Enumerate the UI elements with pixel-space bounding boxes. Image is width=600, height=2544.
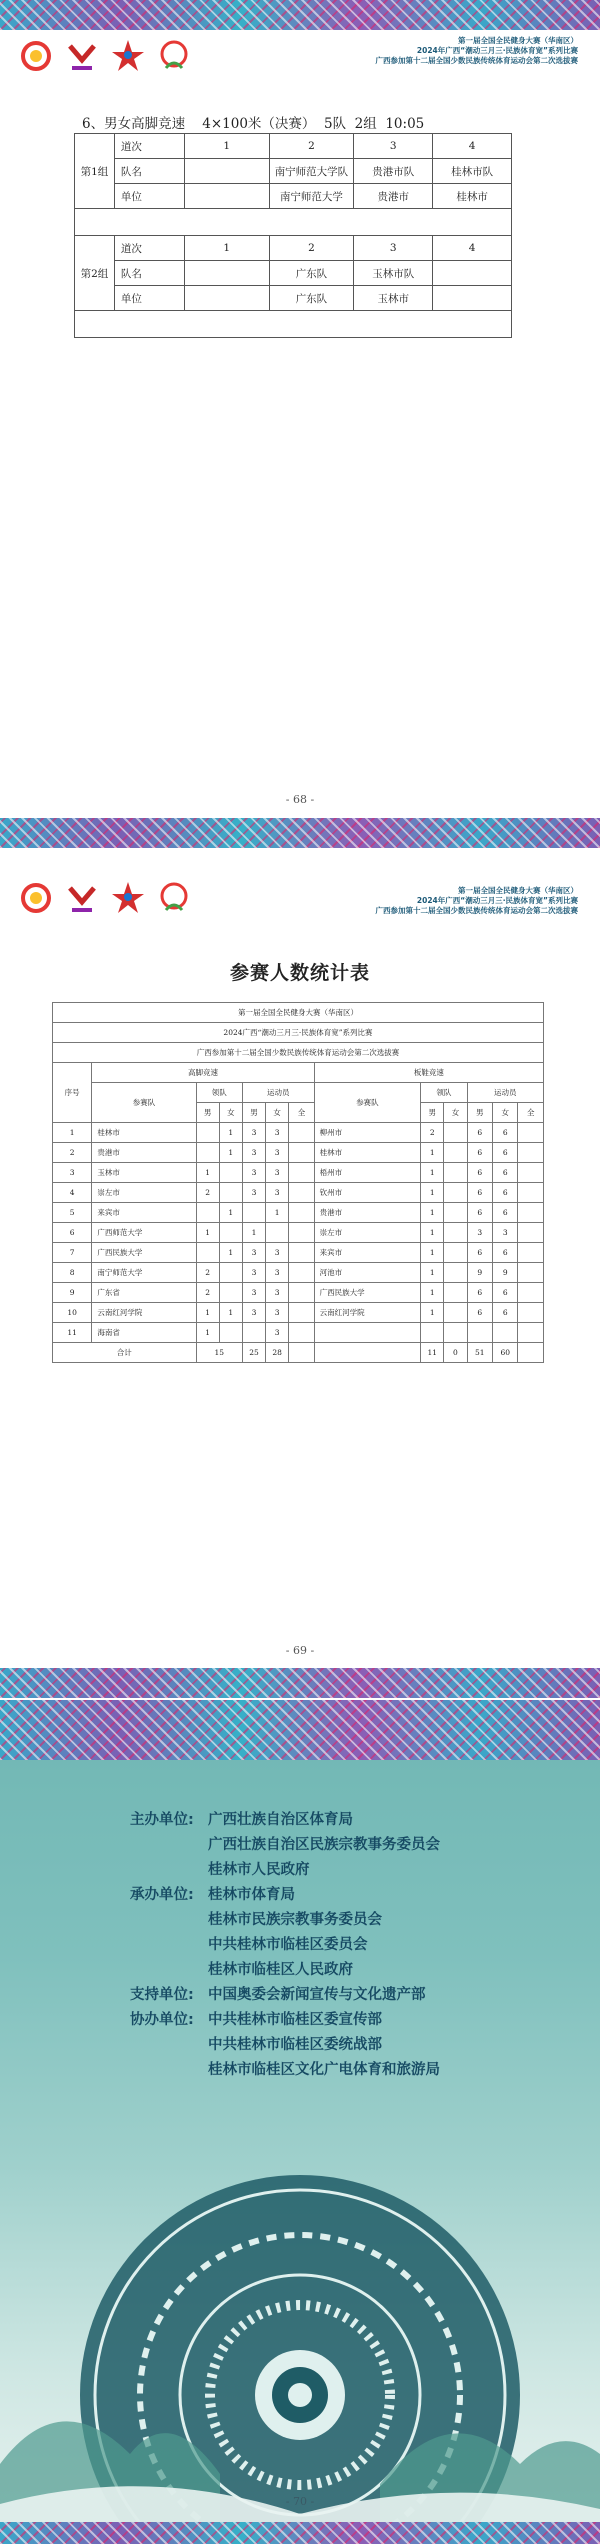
table-cell <box>196 1143 219 1163</box>
table-row <box>75 286 512 311</box>
table-cell: 3 <box>266 1123 289 1143</box>
col-female: 女 <box>266 1103 289 1123</box>
organizer-name: 中国奥委会新闻宣传与文化遗产部 <box>208 1987 426 2003</box>
organizer-role <box>130 2033 208 2058</box>
table-cell <box>289 1143 314 1163</box>
table-cell: 2 <box>269 236 354 261</box>
table-cell: 6 <box>492 1243 517 1263</box>
table-cell: 桂林市队 <box>433 159 512 184</box>
guangxi-sport-logo <box>18 38 54 74</box>
table-cell: 3 <box>266 1323 289 1343</box>
table-cell <box>289 1163 314 1183</box>
table-cell: 1 <box>421 1163 444 1183</box>
table-cell: 51 <box>467 1343 492 1363</box>
table-spacer-row <box>75 209 512 236</box>
table-cell <box>196 1203 219 1223</box>
table-cell: 2 <box>196 1263 219 1283</box>
header-line-2: 2024年广西“潮动三月三·民族体育宽”系列比赛 <box>416 46 578 55</box>
table-cell: 7 <box>53 1243 92 1263</box>
organizer-name: 桂林市临桂区人民政府 <box>208 1962 353 1978</box>
table-cell <box>219 1323 242 1343</box>
table-cell: 南宁师范大学 <box>92 1263 196 1283</box>
page-number: - 68 - <box>285 793 315 806</box>
group-name: 第1组 <box>75 134 115 209</box>
table-row <box>53 1323 544 1343</box>
table-cell: 28 <box>266 1343 289 1363</box>
table-cell: 9 <box>53 1283 92 1303</box>
table-cell <box>518 1263 544 1283</box>
table-cell: 2 <box>53 1143 92 1163</box>
table-cell: 3 <box>266 1143 289 1163</box>
decorative-pattern-band <box>0 2522 600 2544</box>
table-cell <box>289 1203 314 1223</box>
organizer-name: 广西壮族自治区民族宗教事务委员会 <box>208 1837 440 1853</box>
table-cell: 贵港市 <box>354 184 433 209</box>
header-line-1: 第一届全国全民健身大赛（华南区） <box>458 886 578 895</box>
table-cell: 3 <box>242 1303 265 1323</box>
table-row <box>53 1123 544 1143</box>
table-cell: 6 <box>467 1203 492 1223</box>
stats-table-title: 参赛人数统计表 <box>229 962 370 984</box>
col-team-left: 参赛队 <box>92 1083 196 1123</box>
table-cell: 6 <box>53 1223 92 1243</box>
organizer-role <box>130 2058 208 2083</box>
total-label: 合计 <box>53 1343 197 1363</box>
table-cell <box>289 1123 314 1143</box>
table-cell <box>314 1323 421 1343</box>
table-cell <box>518 1223 544 1243</box>
header-logos <box>18 38 208 78</box>
col-female: 女 <box>492 1103 517 1123</box>
organizer-name: 桂林市临桂区文化广电体育和旅游局 <box>208 2062 440 2078</box>
table-cell: 广东队 <box>269 261 354 286</box>
col-total: 全 <box>518 1103 544 1123</box>
table-cell: 1 <box>421 1143 444 1163</box>
col-male: 男 <box>467 1103 492 1123</box>
col-leader-left: 领队 <box>196 1083 242 1103</box>
organizer-row <box>130 1833 550 1858</box>
table-cell: 1 <box>421 1183 444 1203</box>
table-cell <box>444 1283 467 1303</box>
decorative-pattern-band <box>0 818 600 848</box>
table-cell <box>184 286 269 311</box>
col-female: 女 <box>444 1103 467 1123</box>
table-cell: 桂林市 <box>92 1123 196 1143</box>
table-cell <box>444 1183 467 1203</box>
organizer-name: 中共桂林市临桂区委统战部 <box>208 2037 382 2053</box>
table-cell: 15 <box>196 1343 242 1363</box>
table-cell <box>433 286 512 311</box>
table-cell: 玉林市队 <box>354 261 433 286</box>
table-heading-2: 2024广西“潮动三月三·民族体育宽”系列比赛 <box>53 1023 544 1043</box>
table-cell <box>421 1323 444 1343</box>
table-cell <box>518 1163 544 1183</box>
organizer-role: 支持单位: <box>130 1987 194 2003</box>
pure-gx-logo <box>64 880 100 916</box>
table-cell: 9 <box>467 1263 492 1283</box>
table-cell: 1 <box>266 1203 289 1223</box>
organizer-name: 桂林市民族宗教事务委员会 <box>208 1912 382 1928</box>
col-athletes-right: 运动员 <box>467 1083 543 1103</box>
table-cell: 云南红河学院 <box>92 1303 196 1323</box>
table-cell <box>444 1203 467 1223</box>
table-cell: 3 <box>354 236 433 261</box>
table-cell: 6 <box>492 1183 517 1203</box>
table-cell <box>289 1323 314 1343</box>
row-label: 道次 <box>114 236 184 261</box>
table-cell: 6 <box>492 1303 517 1323</box>
table-cell: 海南省 <box>92 1323 196 1343</box>
table-cell <box>242 1323 265 1343</box>
table-cell <box>289 1243 314 1263</box>
decorative-pattern-band <box>0 1700 600 1760</box>
organizer-name: 桂林市体育局 <box>208 1887 295 1903</box>
table-cell: 1 <box>421 1203 444 1223</box>
table-cell <box>444 1323 467 1343</box>
organizer-role <box>130 1908 208 1933</box>
table-cell: 桂林市 <box>433 184 512 209</box>
table-cell <box>289 1343 314 1363</box>
table-cell: 6 <box>467 1303 492 1323</box>
table-cell: 广西民族大学 <box>92 1243 196 1263</box>
table-cell: 1 <box>219 1243 242 1263</box>
table-cell <box>444 1303 467 1323</box>
table-row <box>53 1283 544 1303</box>
table-cell: 25 <box>242 1343 265 1363</box>
table-cell: 2 <box>196 1283 219 1303</box>
table-cell: 6 <box>492 1283 517 1303</box>
header-line-3: 广西参加第十二届全国少数民族传统体育运动会第二次选拔赛 <box>375 56 578 65</box>
organizer-role <box>130 1933 208 1958</box>
table-heading-1: 第一届全国全民健身大赛（华南区） <box>53 1003 544 1023</box>
table-cell <box>196 1123 219 1143</box>
organizer-role: 主办单位: <box>130 1812 194 1828</box>
table-row <box>53 1223 544 1243</box>
organizer-row <box>130 1958 550 1983</box>
header-title-block <box>328 36 578 66</box>
organizer-role <box>130 1858 208 1883</box>
table-cell <box>444 1243 467 1263</box>
table-cell: 6 <box>467 1183 492 1203</box>
page-70-back-cover <box>0 1700 600 2544</box>
sanyuesan-logo <box>156 880 192 916</box>
table-cell <box>219 1163 242 1183</box>
table-cell: 1 <box>219 1123 242 1143</box>
table-cell <box>219 1223 242 1243</box>
page-number: - 70 - <box>285 2495 315 2508</box>
table-cell: 4 <box>433 134 512 159</box>
page-number: - 69 - <box>285 1644 315 1657</box>
table-cell: 2 <box>269 134 354 159</box>
table-cell: 来宾市 <box>314 1243 421 1263</box>
organizer-name: 中共桂林市临桂区委员会 <box>208 1937 368 1953</box>
table-cell <box>518 1123 544 1143</box>
table-cell: 3 <box>266 1303 289 1323</box>
table-cell: 3 <box>354 134 433 159</box>
table-cell: 1 <box>184 236 269 261</box>
table-cell: 河池市 <box>314 1263 421 1283</box>
header-title-block <box>328 886 578 916</box>
table-cell: 2 <box>196 1183 219 1203</box>
organizer-name: 广西壮族自治区体育局 <box>208 1812 353 1828</box>
table-cell: 6 <box>467 1123 492 1143</box>
organizer-row <box>130 2008 550 2033</box>
table-row <box>53 1183 544 1203</box>
table-cell: 1 <box>421 1243 444 1263</box>
header-line-2: 2024年广西“潮动三月三·民族体育宽”系列比赛 <box>416 896 578 905</box>
table-cell: 1 <box>184 134 269 159</box>
table-cell: 广东省 <box>92 1283 196 1303</box>
table-cell: 3 <box>242 1283 265 1303</box>
table-row <box>53 1263 544 1283</box>
organizer-row <box>130 2058 550 2083</box>
table-heading-3: 广西参加第十二届全国少数民族传统体育运动会第二次选拔赛 <box>53 1043 544 1063</box>
table-row <box>53 1163 544 1183</box>
pure-gx-logo <box>64 38 100 74</box>
table-row <box>75 261 512 286</box>
table-row <box>75 159 512 184</box>
table-cell: 2 <box>421 1123 444 1143</box>
col-athletes-left: 运动员 <box>242 1083 314 1103</box>
table-cell: 3 <box>53 1163 92 1183</box>
table-cell: 11 <box>421 1343 444 1363</box>
table-cell <box>314 1343 421 1363</box>
event-title: 6、男女高脚竞速 4×100米（决赛） 5队 2组 10:05 <box>82 116 425 132</box>
col-seq: 序号 <box>53 1063 92 1123</box>
table-cell: 0 <box>444 1343 467 1363</box>
table-cell: 3 <box>242 1183 265 1203</box>
table-cell: 崇左市 <box>92 1183 196 1203</box>
table-cell <box>433 261 512 286</box>
table-cell: 3 <box>242 1243 265 1263</box>
table-cell: 贵港市 <box>92 1143 196 1163</box>
table-spacer-row <box>75 311 512 338</box>
table-cell: 来宾市 <box>92 1203 196 1223</box>
table-cell <box>444 1123 467 1143</box>
row-label: 队名 <box>114 261 184 286</box>
table-cell: 1 <box>242 1223 265 1243</box>
organizer-row <box>130 2033 550 2058</box>
table-cell: 3 <box>266 1263 289 1283</box>
table-cell: 广西师范大学 <box>92 1223 196 1243</box>
table-cell <box>184 184 269 209</box>
stats-body <box>53 1123 544 1343</box>
table-cell <box>184 261 269 286</box>
table-cell <box>518 1183 544 1203</box>
table-cell <box>518 1283 544 1303</box>
page-68 <box>0 0 600 848</box>
organizer-role <box>130 1833 208 1858</box>
section-right: 板鞋竞速 <box>314 1063 543 1083</box>
organizer-name: 中共桂林市临桂区委宣传部 <box>208 2012 382 2028</box>
organizer-row <box>130 1858 550 1883</box>
organizer-list <box>130 1808 550 2083</box>
row-label: 单位 <box>114 184 184 209</box>
table-cell: 3 <box>242 1123 265 1143</box>
table-cell <box>518 1343 544 1363</box>
decorative-pattern-band <box>0 1668 600 1698</box>
table-cell: 3 <box>266 1283 289 1303</box>
table-cell: 1 <box>421 1223 444 1243</box>
table-cell: 贵港市 <box>314 1203 421 1223</box>
table-cell <box>518 1203 544 1223</box>
organizer-role: 协办单位: <box>130 2012 194 2028</box>
table-row <box>75 134 512 159</box>
table-cell: 1 <box>219 1303 242 1323</box>
table-cell: 贵港市队 <box>354 159 433 184</box>
row-label: 道次 <box>114 134 184 159</box>
section-left: 高脚竞速 <box>92 1063 314 1083</box>
table-cell <box>289 1283 314 1303</box>
table-cell: 4 <box>433 236 512 261</box>
table-cell <box>289 1183 314 1203</box>
china-sports-lottery-logo <box>110 38 146 74</box>
table-row <box>53 1143 544 1163</box>
table-cell: 南宁师范大学队 <box>269 159 354 184</box>
total-row <box>53 1343 544 1363</box>
china-sports-lottery-logo <box>110 880 146 916</box>
table-cell <box>289 1223 314 1243</box>
col-male: 男 <box>421 1103 444 1123</box>
organizer-role: 承办单位: <box>130 1887 194 1903</box>
row-label: 单位 <box>114 286 184 311</box>
table-cell <box>242 1203 265 1223</box>
table-cell: 梧州市 <box>314 1163 421 1183</box>
table-cell: 南宁师范大学 <box>269 184 354 209</box>
table-cell: 4 <box>53 1183 92 1203</box>
table-cell: 1 <box>219 1143 242 1163</box>
table-cell: 6 <box>492 1143 517 1163</box>
table-cell: 6 <box>467 1163 492 1183</box>
table-cell: 6 <box>467 1143 492 1163</box>
table-cell: 玉林市 <box>92 1163 196 1183</box>
table-cell: 柳州市 <box>314 1123 421 1143</box>
table-cell: 云南红河学院 <box>314 1303 421 1323</box>
table-row <box>75 236 512 261</box>
table-cell: 桂林市 <box>314 1143 421 1163</box>
heat-table <box>74 133 512 338</box>
table-row <box>53 1203 544 1223</box>
table-cell <box>196 1243 219 1263</box>
table-cell <box>219 1183 242 1203</box>
col-total: 全 <box>289 1103 314 1123</box>
table-cell: 11 <box>53 1323 92 1343</box>
table-cell: 3 <box>467 1223 492 1243</box>
table-cell: 8 <box>53 1263 92 1283</box>
table-cell: 10 <box>53 1303 92 1323</box>
table-cell <box>444 1223 467 1243</box>
organizer-row <box>130 1933 550 1958</box>
table-row <box>75 184 512 209</box>
table-cell: 广东队 <box>269 286 354 311</box>
sanyuesan-logo <box>156 38 192 74</box>
table-cell: 钦州市 <box>314 1183 421 1203</box>
table-cell: 玉林市 <box>354 286 433 311</box>
table-cell: 3 <box>242 1263 265 1283</box>
table-cell <box>219 1283 242 1303</box>
col-male: 男 <box>196 1103 219 1123</box>
table-cell <box>289 1263 314 1283</box>
table-cell <box>219 1263 242 1283</box>
table-cell: 广西民族大学 <box>314 1283 421 1303</box>
row-label: 队名 <box>114 159 184 184</box>
table-cell: 3 <box>266 1243 289 1263</box>
table-cell: 3 <box>492 1223 517 1243</box>
organizer-row <box>130 1883 550 1908</box>
header-line-3: 广西参加第十二届全国少数民族传统体育运动会第二次选拔赛 <box>375 906 578 915</box>
table-cell: 1 <box>196 1163 219 1183</box>
table-cell: 3 <box>242 1143 265 1163</box>
table-cell: 60 <box>492 1343 517 1363</box>
table-cell <box>184 159 269 184</box>
table-row <box>53 1243 544 1263</box>
organizer-row <box>130 1983 550 2008</box>
mountain-landscape <box>0 2344 600 2544</box>
table-cell: 1 <box>196 1303 219 1323</box>
table-cell <box>266 1223 289 1243</box>
table-cell: 3 <box>266 1163 289 1183</box>
table-cell <box>518 1303 544 1323</box>
col-female: 女 <box>219 1103 242 1123</box>
organizer-name: 桂林市人民政府 <box>208 1862 310 1878</box>
table-cell: 5 <box>53 1203 92 1223</box>
table-cell: 6 <box>492 1163 517 1183</box>
table-cell <box>492 1323 517 1343</box>
guangxi-sport-logo <box>18 880 54 916</box>
organizer-row <box>130 1908 550 1933</box>
header-line-1: 第一届全国全民健身大赛（华南区） <box>458 36 578 45</box>
mountains-illustration <box>0 2344 600 2544</box>
table-cell <box>518 1323 544 1343</box>
table-cell <box>289 1303 314 1323</box>
table-cell <box>444 1163 467 1183</box>
col-male: 男 <box>242 1103 265 1123</box>
decorative-pattern-band <box>0 0 600 30</box>
organizer-role <box>130 1958 208 1983</box>
table-cell: 6 <box>492 1123 517 1143</box>
group-name: 第2组 <box>75 236 115 311</box>
table-cell <box>467 1323 492 1343</box>
header-logos <box>18 880 208 920</box>
table-cell <box>518 1143 544 1163</box>
table-cell <box>518 1243 544 1263</box>
table-cell: 1 <box>421 1263 444 1283</box>
table-cell: 6 <box>467 1243 492 1263</box>
table-cell: 3 <box>266 1183 289 1203</box>
table-cell <box>444 1143 467 1163</box>
table-cell: 崇左市 <box>314 1223 421 1243</box>
table-cell <box>444 1263 467 1283</box>
table-cell: 6 <box>492 1203 517 1223</box>
table-cell: 3 <box>242 1163 265 1183</box>
table-cell: 1 <box>421 1283 444 1303</box>
table-cell: 1 <box>53 1123 92 1143</box>
col-team-right: 参赛队 <box>314 1083 421 1123</box>
table-cell: 9 <box>492 1263 517 1283</box>
participant-stats-table <box>52 1002 544 1363</box>
table-cell: 1 <box>219 1203 242 1223</box>
table-cell: 6 <box>467 1283 492 1303</box>
col-leader-right: 领队 <box>421 1083 467 1103</box>
organizer-row <box>130 1808 550 1833</box>
table-cell: 1 <box>421 1303 444 1323</box>
table-cell: 1 <box>196 1223 219 1243</box>
table-row <box>53 1303 544 1323</box>
table-cell: 1 <box>196 1323 219 1343</box>
